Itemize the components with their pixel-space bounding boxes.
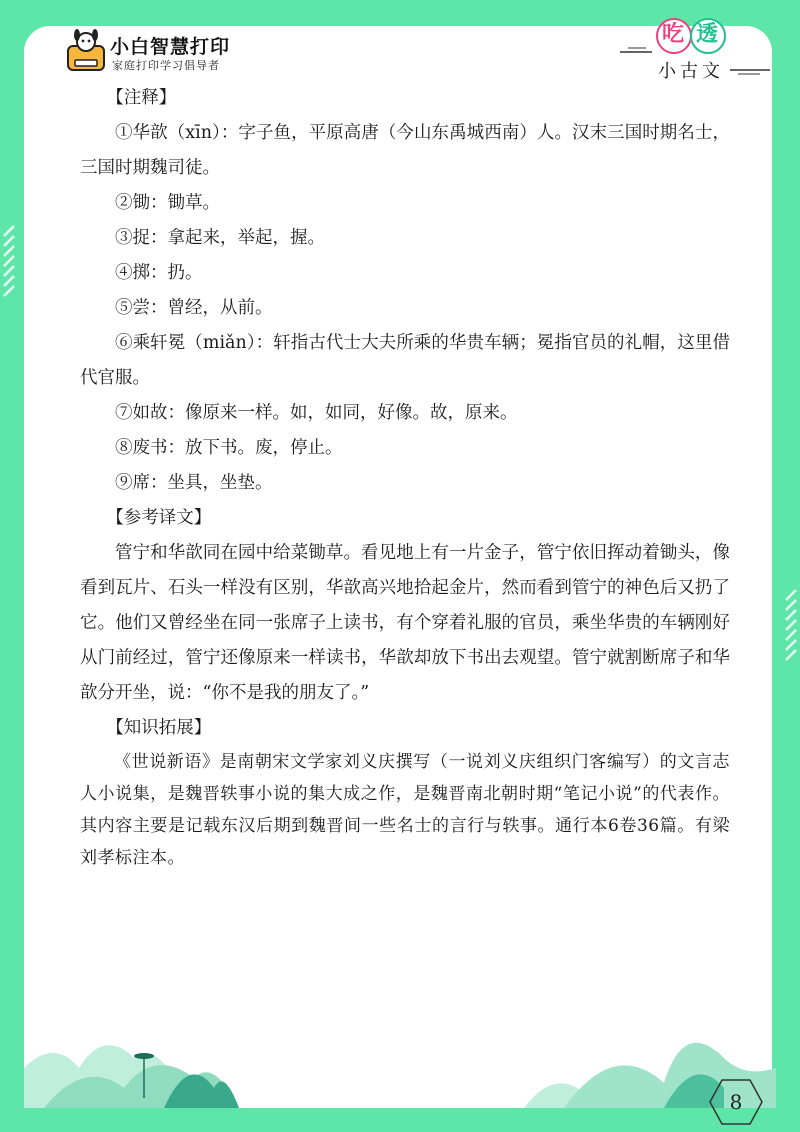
note-item: ①华歆（xīn）：字子鱼，平原高唐（今山东禹城西南）人。汉末三国时期名士，三国时期魏司徒。 <box>80 123 730 178</box>
badge-char-chi: 吃 <box>662 22 685 47</box>
note-item: ③捉：拿起来，举起，握。 <box>115 228 325 248</box>
mountain-landscape-illustration <box>24 998 776 1108</box>
note-item: ④掷：扔。 <box>115 263 203 283</box>
notes-heading: 【注释】 <box>106 88 177 108</box>
dog-printer-icon <box>66 28 108 74</box>
page-number: 8 <box>729 1090 743 1114</box>
note-item: ⑥乘轩冕（miǎn）：轩指古代士大夫所乘的华贵车辆；冕指官员的礼帽，这里借代官服。 <box>80 333 730 388</box>
note-item: ⑦如故：像原来一样。如，如同，好像。故，原来。 <box>115 403 518 423</box>
note-item: ⑨席：坐具，坐垫。 <box>115 473 273 493</box>
page-number-frame <box>708 1078 764 1126</box>
extension-text: 《世说新语》是南朝宋文学家刘义庆撰写（一说刘义庆组织门客编写）的文言志人小说集，是魏晋轶事小说的集大成之作，是魏晋南北朝时期“笔记小说”的代表作。其内容主要是记载东汉后期到魏晋间一些名士的言行与轶事。通行本6卷36篇。有梁刘孝标注本。 <box>80 752 730 868</box>
extension-heading: 【知识拓展】 <box>106 718 212 738</box>
translation-text: 管宁和华歆同在园中给菜锄草。看见地上有一片金子，管宁依旧挥动着锄头，像看到瓦片、石头一样没有区别，华歆高兴地拾起金片，然而看到管宁的神色后又扔了它。他们又曾经坐在同一张席子上读书，有个穿着礼服的官员，乘坐华贵的车辆刚好从门前经过，管宁还像原来一样读书，华歆却放下书出去观望。管宁就割断席子和华歆分开坐，说：“你不是我的朋友了。” <box>80 543 730 703</box>
note-item: ②锄：锄草。 <box>115 193 220 213</box>
note-item: ⑧废书：放下书。废，停止。 <box>115 438 343 458</box>
logo-title: 小白智慧打印 <box>110 36 231 58</box>
translation-heading: 【参考译文】 <box>106 508 212 528</box>
logo-subtitle: 家庭打印学习倡导者 <box>112 59 220 72</box>
series-badge <box>620 10 770 80</box>
badge-char-tou: 透 <box>696 22 719 47</box>
brand-logo <box>66 28 266 76</box>
note-item: ⑤尝：曾经，从前。 <box>115 298 273 318</box>
badge-subtitle: 小古文 <box>658 61 724 82</box>
document-body <box>80 81 730 874</box>
